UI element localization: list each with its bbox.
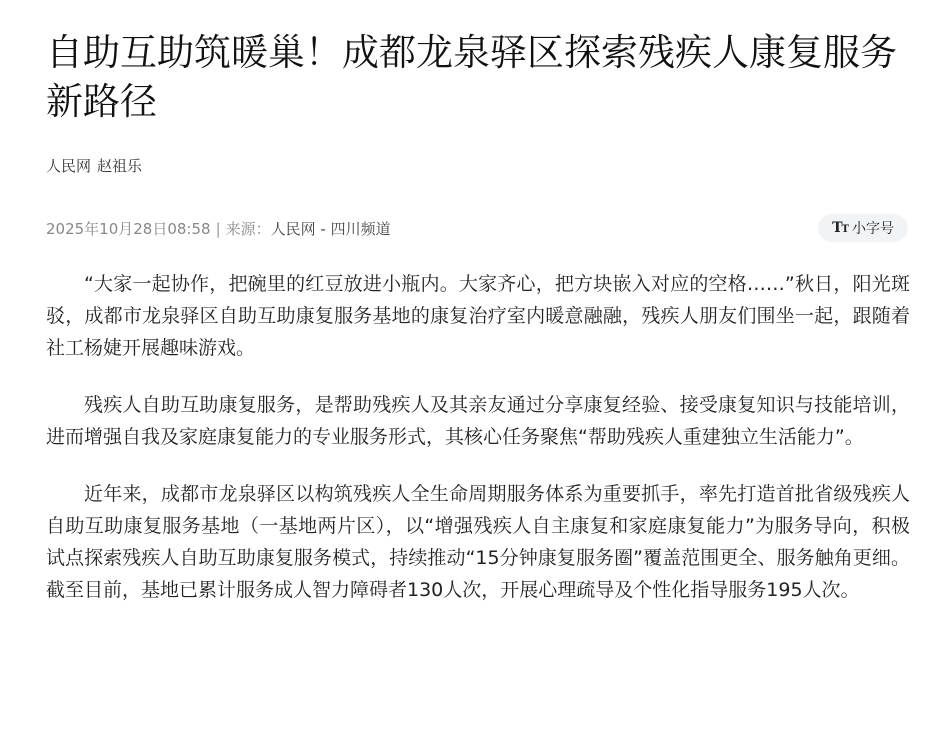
article bbox=[46, 28, 910, 631]
article-title: 自助互助筑暖巢！成都龙泉驿区探索残疾人康复服务新路径 bbox=[46, 31, 897, 123]
byline-author: 赵祖乐 bbox=[97, 157, 143, 175]
font-size-toggle-button[interactable] bbox=[818, 214, 908, 242]
article-meta bbox=[46, 218, 391, 239]
article-body bbox=[46, 268, 910, 606]
byline-outlet: 人民网 bbox=[46, 157, 92, 175]
source-label: 来源： bbox=[225, 219, 271, 238]
source-name[interactable]: 人民网 - 四川频道 bbox=[270, 219, 391, 238]
meta-row bbox=[46, 214, 910, 242]
text-size-icon: TT bbox=[832, 220, 848, 236]
body-paragraph: “大家一起协作，把碗里的红豆放进小瓶内。大家齐心，把方块嵌入对应的空格……”秋日，阳光斑驳，成都市龙泉驿区自助互助康复服务基地的康复治疗室内暖意融融，残疾人朋友们围坐一起，跟随着社工杨婕开展趣味游戏。 bbox=[46, 273, 910, 359]
publish-datetime: 2025年10月28日08:58 bbox=[46, 219, 211, 238]
body-paragraph: 近年来，成都市龙泉驿区以构筑残疾人全生命周期服务体系为重要抓手，率先打造首批省级残疾人自助互助康复服务基地（一基地两片区），以“增强残疾人自主康复和家庭康复能力”为服务导向，积极试点探索残疾人自助互助康复服务模式，持续推动“15分钟康复服务圈”覆盖范围更全、服务触角更细。截至目前，基地已累计服务成人智力障碍者130人次，开展心理疏导及个性化指导服务195人次。 bbox=[46, 483, 910, 601]
byline bbox=[46, 156, 910, 176]
meta-separator: | bbox=[215, 219, 221, 238]
body-paragraph: 残疾人自助互助康复服务，是帮助残疾人及其亲友通过分享康复经验、接受康复知识与技能培训，进而增强自我及家庭康复能力的专业服务形式，其核心任务聚焦“帮助残疾人重建独立生活能力”。 bbox=[46, 394, 910, 448]
font-size-toggle-label: 小字号 bbox=[852, 221, 894, 237]
